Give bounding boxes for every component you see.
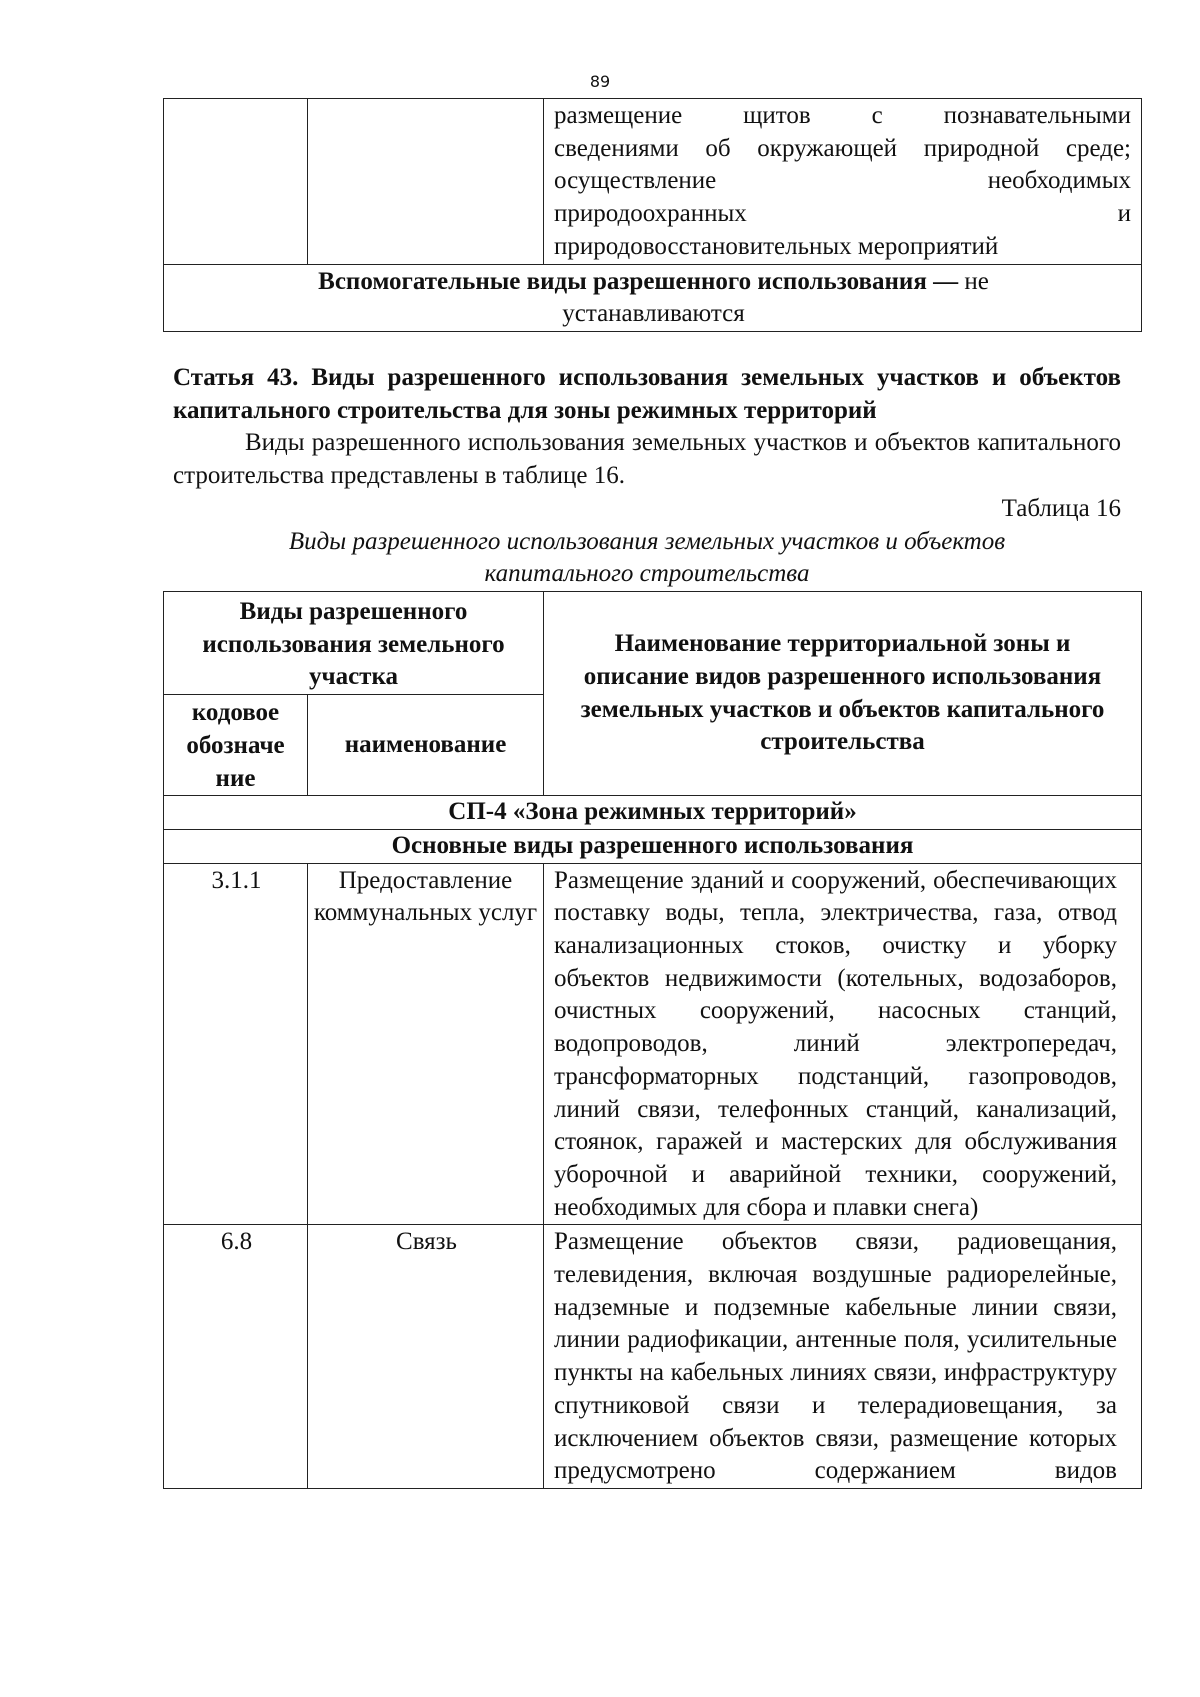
article-body: Виды разрешенного использования земельных участков и объектов капитального строительства представлены в таблице 16.	[173, 429, 1121, 490]
text-line: природовосстановительных мероприятий	[554, 232, 999, 260]
main-table	[163, 591, 1142, 1489]
row-name: Связь	[396, 1228, 457, 1256]
top-table	[163, 98, 1142, 332]
auxiliary-uses-note: Вспомогательные виды разрешенного использования — не устанавливаются	[318, 267, 989, 328]
text-line: сведениями об окружающей природной среде;	[554, 134, 1131, 162]
row-name: Предоставление коммунальных услуг	[313, 866, 538, 927]
row-code: 3.1.1	[211, 866, 262, 894]
table-label: Таблица 16	[1001, 494, 1121, 522]
text-line: размещение щитов с познавательными	[554, 102, 1131, 129]
table-caption: Виды разрешенного использования земельных участков и объектов капитального строительства	[288, 527, 1006, 588]
zone-title: СП-4 «Зона режимных территорий»	[448, 798, 857, 826]
text-line: осуществление необходимых	[554, 167, 1131, 195]
row-description: Размещение зданий и сооружений, обеспечивающих поставку воды, тепла, электричества, газа, отвод канализационных стоков, очистку и уборку объектов недвижимости (котельных, водозаборов, очистных сооружений, насосных станций, водопроводов, линий электропередач, трансформаторных подстанций, газопроводов, линий связи, телефонных станций, канализаций, стоянок, гаражей и мастерских для обслуживания уборочной и аварийной техники, сооружений, необходимых для сбора и плавки снега)	[554, 866, 1117, 1221]
table-header-row	[164, 592, 1142, 695]
header-code: кодовое обозначе ние	[186, 699, 285, 792]
table-row	[164, 863, 1142, 1225]
header-name: наименование	[344, 730, 507, 758]
table-row	[164, 1225, 1142, 1489]
article-section	[173, 362, 1121, 591]
page-number: 89	[589, 72, 611, 91]
table-row	[164, 99, 1142, 265]
text-line: природоохранных и	[554, 200, 1131, 228]
zone-row	[164, 796, 1142, 830]
section-title: Основные виды разрешенного использования	[391, 831, 914, 859]
row-description: Размещение объектов связи, радиовещания, телевидения, включая воздушные радиорелейные, надземные и подземные кабельные линии связи, линии радиофикации, антенные поля, усилительные пункты на кабельных линиях связи, инфраструктуру спутниковой связи и телерадиовещания, за исключением объектов связи, размещение которых предусмотрено содержанием видов	[554, 1228, 1117, 1485]
row-code: 6.8	[220, 1228, 253, 1256]
header-description: Наименование территориальной зоны и описание видов разрешенного использования земельных участков и объектов капитального строительства	[580, 630, 1105, 756]
article-title: Статья 43. Виды разрешенного использования земельных участков и объектов капитального строительства для зоны режимных территорий	[173, 364, 1121, 424]
section-row	[164, 829, 1142, 863]
header-group: Виды разрешенного использования земельного участка	[202, 598, 505, 691]
table-row	[164, 264, 1142, 331]
